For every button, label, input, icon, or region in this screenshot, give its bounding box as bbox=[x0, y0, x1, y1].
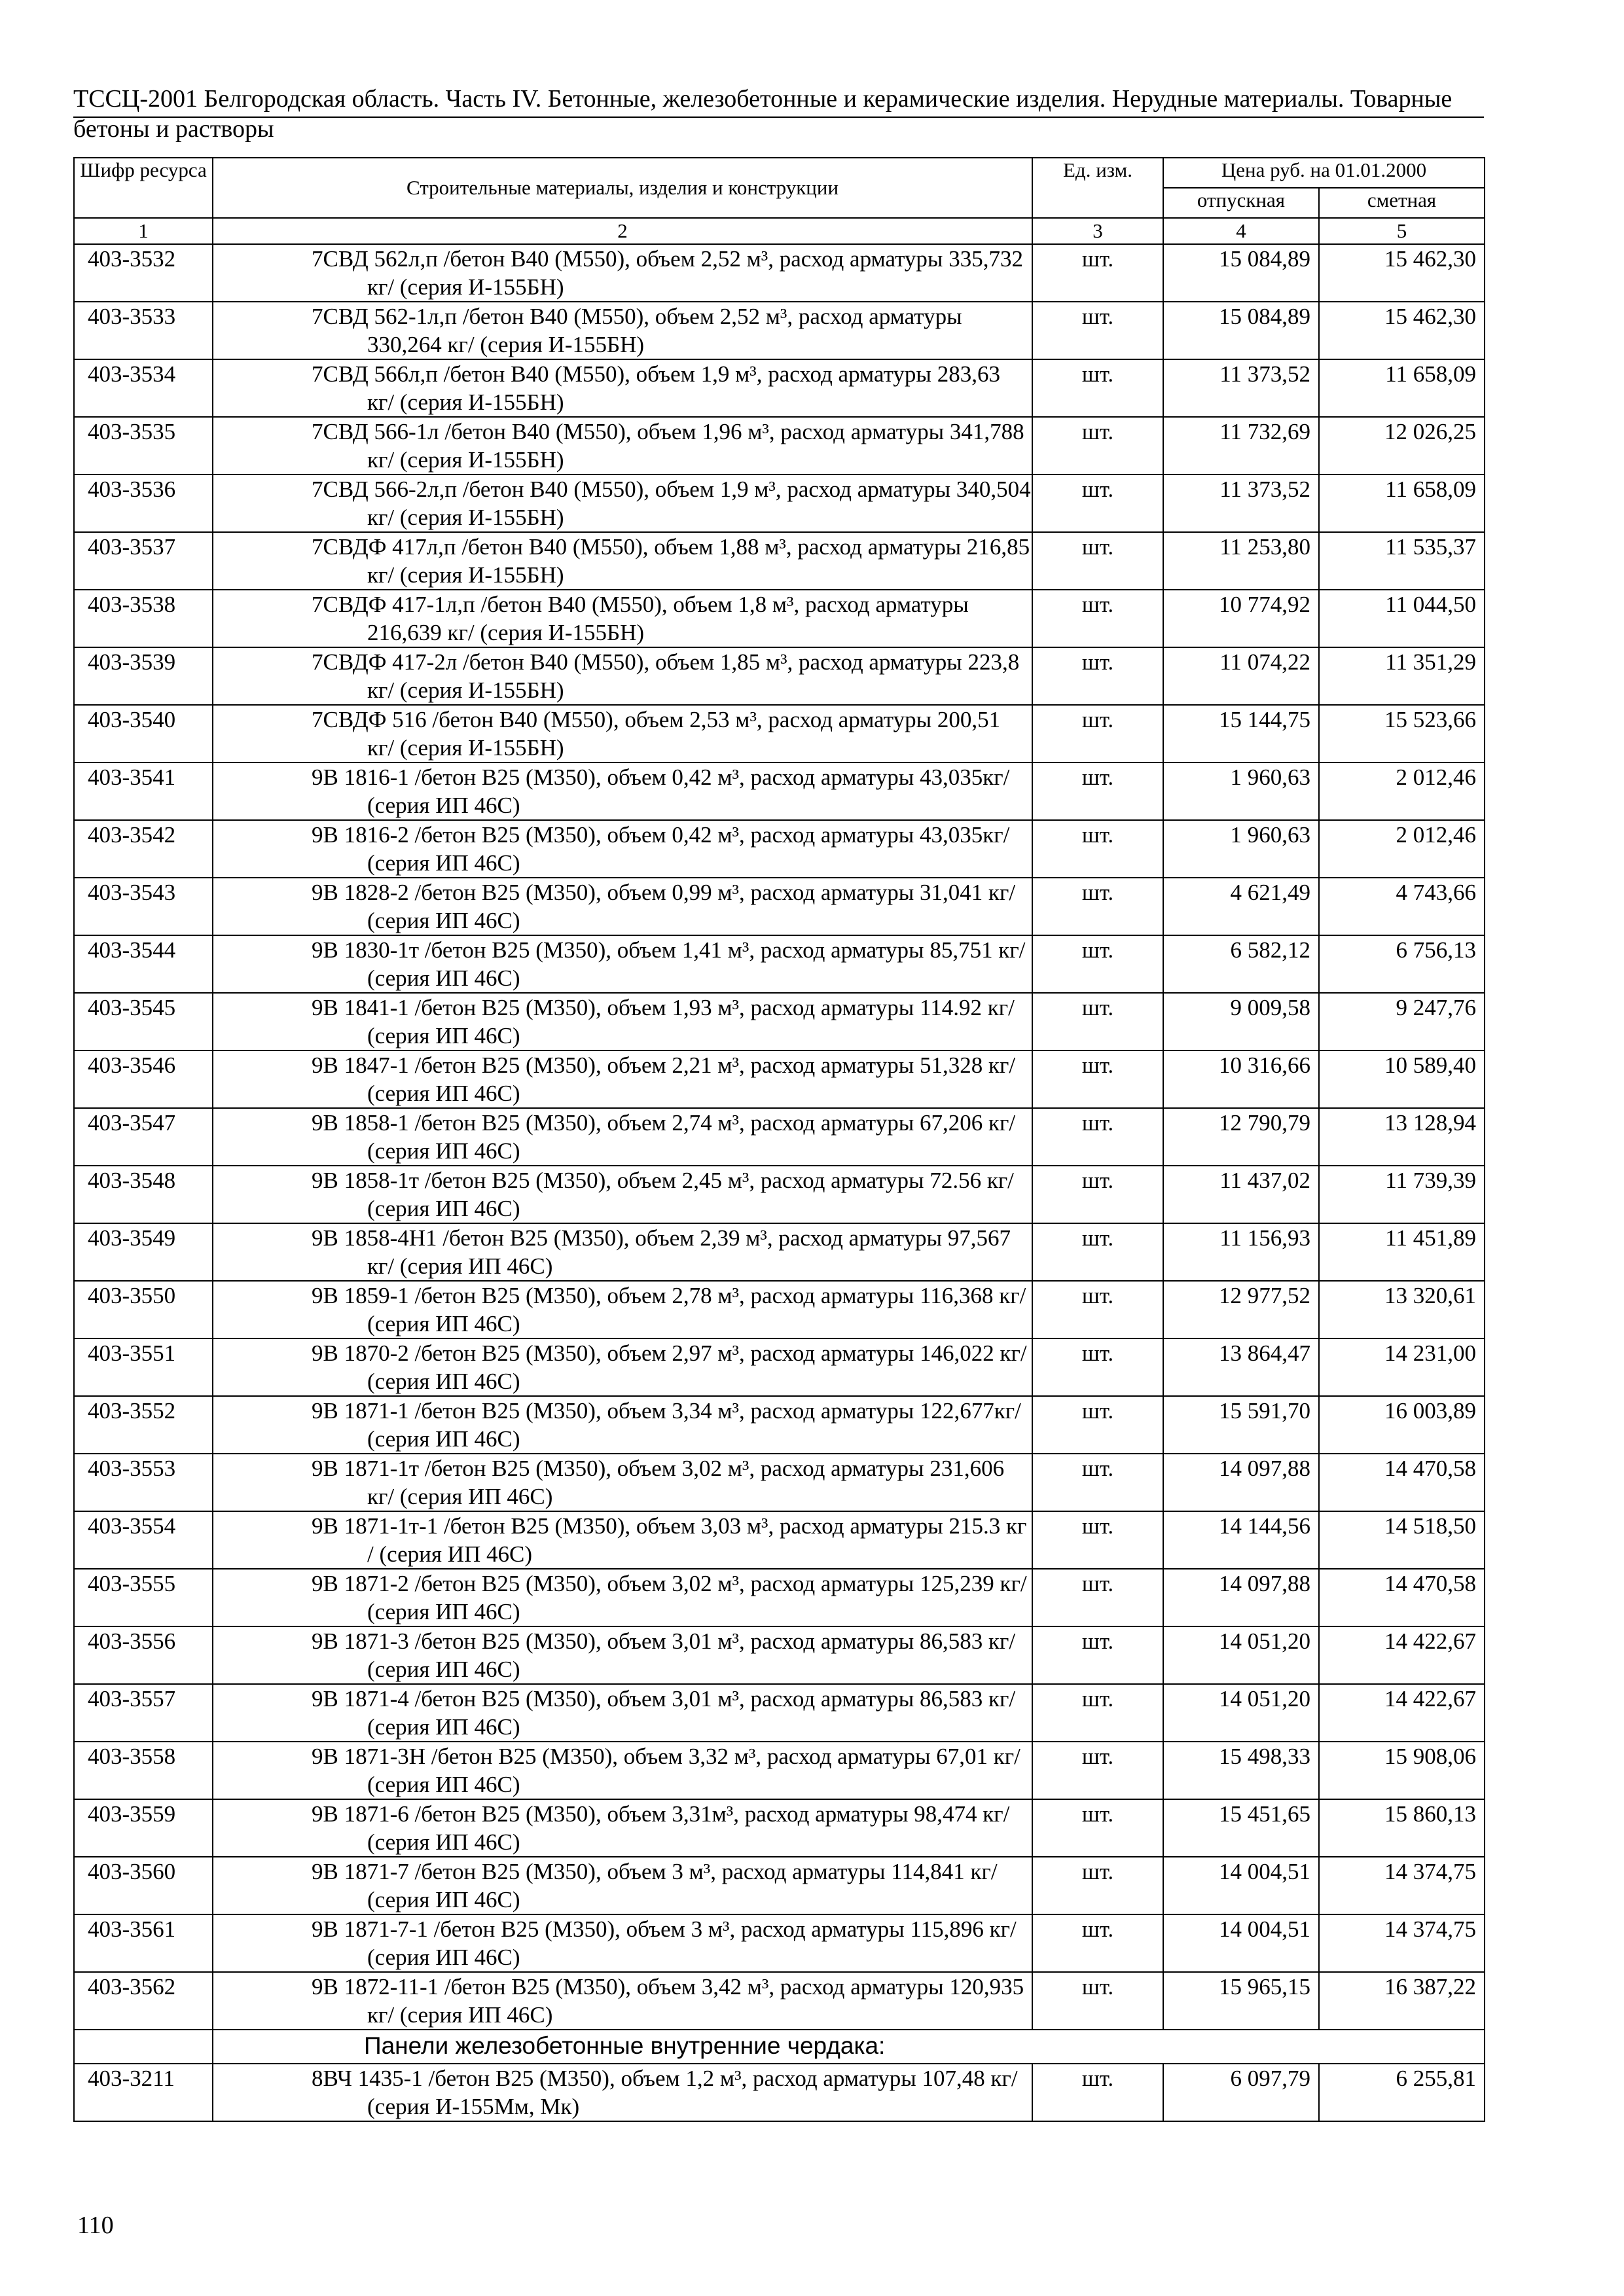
material-description: 7СВД 566л,п /бетон В40 (М550), объем 1,9 м³, расход арматуры 283,63 кг/ (серия И-155БН) bbox=[213, 359, 1032, 417]
material-description: 9В 1870-2 /бетон В25 (М350), объем 2,97 м³, расход арматуры 146,022 кг/ (серия ИП 46С) bbox=[213, 1338, 1032, 1396]
price-estimate: 10 589,40 bbox=[1319, 1050, 1485, 1108]
price-release: 1 960,63 bbox=[1163, 820, 1319, 878]
unit-of-measure: шт. bbox=[1032, 1857, 1163, 1914]
price-release: 1 960,63 bbox=[1163, 762, 1319, 820]
price-release: 14 051,20 bbox=[1163, 1626, 1319, 1684]
resource-code: 403-3559 bbox=[74, 1799, 213, 1857]
unit-of-measure: шт. bbox=[1032, 647, 1163, 705]
unit-of-measure: шт. bbox=[1032, 1914, 1163, 1972]
unit-of-measure: шт. bbox=[1032, 475, 1163, 532]
unit-of-measure: шт. bbox=[1032, 878, 1163, 935]
price-release: 9 009,58 bbox=[1163, 993, 1319, 1050]
price-release: 11 437,02 bbox=[1163, 1166, 1319, 1223]
section-title: Панели железобетонные внутренние чердака: bbox=[213, 2030, 1485, 2064]
material-description: 8ВЧ 1435-1 /бетон В25 (М350), объем 1,2 м³, расход арматуры 107,48 кг/ (серия И-155Мм, Мк) bbox=[213, 2064, 1032, 2121]
resource-code: 403-3546 bbox=[74, 1050, 213, 1108]
price-release: 6 097,79 bbox=[1163, 2064, 1319, 2121]
table-row bbox=[74, 1799, 1485, 1857]
price-estimate: 11 535,37 bbox=[1319, 532, 1485, 590]
price-release: 12 977,52 bbox=[1163, 1281, 1319, 1338]
resource-code: 403-3535 bbox=[74, 417, 213, 475]
price-estimate: 15 523,66 bbox=[1319, 705, 1485, 762]
price-estimate: 14 422,67 bbox=[1319, 1684, 1485, 1742]
price-release: 15 451,65 bbox=[1163, 1799, 1319, 1857]
material-description: 7СВДФ 417-1л,п /бетон В40 (М550), объем 1,8 м³, расход арматуры 216,639 кг/ (серия И-155БН) bbox=[213, 590, 1032, 647]
table-row bbox=[74, 532, 1485, 590]
table-row bbox=[74, 1972, 1485, 2030]
table-row bbox=[74, 1857, 1485, 1914]
header-rule bbox=[73, 117, 1484, 118]
table-row bbox=[74, 475, 1485, 532]
unit-of-measure: шт. bbox=[1032, 302, 1163, 359]
page-header: ТССЦ-2001 Белгородская область. Часть IV. Бетонные, железобетонные и керамические изделия. Нерудные материалы. Товарные бетоны и растворы bbox=[73, 85, 1453, 143]
unit-of-measure: шт. bbox=[1032, 244, 1163, 302]
price-estimate: 11 658,09 bbox=[1319, 359, 1485, 417]
table-row bbox=[74, 1742, 1485, 1799]
table-row bbox=[74, 302, 1485, 359]
price-release: 11 156,93 bbox=[1163, 1223, 1319, 1281]
price-estimate: 15 860,13 bbox=[1319, 1799, 1485, 1857]
column-number-row bbox=[74, 218, 1485, 244]
unit-of-measure: шт. bbox=[1032, 705, 1163, 762]
table-row bbox=[74, 1684, 1485, 1742]
unit-of-measure: шт. bbox=[1032, 1166, 1163, 1223]
table-row bbox=[74, 1454, 1485, 1511]
material-description: 9В 1858-4Н1 /бетон В25 (М350), объем 2,39 м³, расход арматуры 97,567 кг/ (серия ИП 46С) bbox=[213, 1223, 1032, 1281]
price-release: 6 582,12 bbox=[1163, 935, 1319, 993]
unit-of-measure: шт. bbox=[1032, 1972, 1163, 2030]
resource-code: 403-3547 bbox=[74, 1108, 213, 1166]
resource-code: 403-3558 bbox=[74, 1742, 213, 1799]
table-row bbox=[74, 2064, 1485, 2121]
price-release: 14 004,51 bbox=[1163, 1857, 1319, 1914]
resource-code: 403-3555 bbox=[74, 1569, 213, 1626]
column-header-price-release: отпускная bbox=[1163, 188, 1319, 218]
resource-code: 403-3544 bbox=[74, 935, 213, 993]
resource-code: 403-3539 bbox=[74, 647, 213, 705]
price-release: 14 004,51 bbox=[1163, 1914, 1319, 1972]
column-header-price-estimate: сметная bbox=[1319, 188, 1485, 218]
resource-code: 403-3211 bbox=[74, 2064, 213, 2121]
resource-code: 403-3549 bbox=[74, 1223, 213, 1281]
price-estimate: 11 044,50 bbox=[1319, 590, 1485, 647]
material-description: 7СВД 562-1л,п /бетон В40 (М550), объем 2,52 м³, расход арматуры 330,264 кг/ (серия И-155БН) bbox=[213, 302, 1032, 359]
unit-of-measure: шт. bbox=[1032, 1281, 1163, 1338]
unit-of-measure: шт. bbox=[1032, 1626, 1163, 1684]
table-row bbox=[74, 244, 1485, 302]
table-row bbox=[74, 590, 1485, 647]
material-description: 9В 1816-1 /бетон В25 (М350), объем 0,42 м³, расход арматуры 43,035кг/ (серия ИП 46С) bbox=[213, 762, 1032, 820]
column-number: 1 bbox=[74, 218, 213, 244]
price-estimate: 14 470,58 bbox=[1319, 1454, 1485, 1511]
unit-of-measure: шт. bbox=[1032, 1223, 1163, 1281]
table-row bbox=[74, 993, 1485, 1050]
table-row bbox=[74, 1626, 1485, 1684]
price-estimate: 2 012,46 bbox=[1319, 762, 1485, 820]
unit-of-measure: шт. bbox=[1032, 1511, 1163, 1569]
price-release: 15 965,15 bbox=[1163, 1972, 1319, 2030]
price-release: 11 373,52 bbox=[1163, 475, 1319, 532]
material-description: 7СВД 562л,п /бетон В40 (М550), объем 2,52 м³, расход арматуры 335,732 кг/ (серия И-155БН) bbox=[213, 244, 1032, 302]
table-row bbox=[74, 1108, 1485, 1166]
resource-code: 403-3552 bbox=[74, 1396, 213, 1454]
price-estimate: 14 518,50 bbox=[1319, 1511, 1485, 1569]
unit-of-measure: шт. bbox=[1032, 762, 1163, 820]
resource-code: 403-3561 bbox=[74, 1914, 213, 1972]
material-description: 9В 1871-1т-1 /бетон В25 (М350), объем 3,03 м³, расход арматуры 215.3 кг / (серия ИП 46С) bbox=[213, 1511, 1032, 1569]
price-release: 14 144,56 bbox=[1163, 1511, 1319, 1569]
unit-of-measure: шт. bbox=[1032, 993, 1163, 1050]
price-release: 15 084,89 bbox=[1163, 244, 1319, 302]
section-body bbox=[74, 2030, 1485, 2121]
resource-code: 403-3557 bbox=[74, 1684, 213, 1742]
column-number: 2 bbox=[213, 218, 1032, 244]
material-description: 7СВДФ 417-2л /бетон В40 (М550), объем 1,85 м³, расход арматуры 223,8 кг/ (серия И-155БН) bbox=[213, 647, 1032, 705]
price-release: 4 621,49 bbox=[1163, 878, 1319, 935]
material-description: 9В 1871-7-1 /бетон В25 (М350), объем 3 м³, расход арматуры 115,896 кг/ (серия ИП 46С) bbox=[213, 1914, 1032, 1972]
table-row bbox=[74, 417, 1485, 475]
unit-of-measure: шт. bbox=[1032, 532, 1163, 590]
price-release: 15 084,89 bbox=[1163, 302, 1319, 359]
price-release: 11 732,69 bbox=[1163, 417, 1319, 475]
material-description: 7СВДФ 516 /бетон В40 (М550), объем 2,53 м³, расход арматуры 200,51 кг/ (серия И-155БН) bbox=[213, 705, 1032, 762]
resource-code: 403-3543 bbox=[74, 878, 213, 935]
table-row bbox=[74, 1511, 1485, 1569]
price-release: 15 591,70 bbox=[1163, 1396, 1319, 1454]
price-estimate: 15 908,06 bbox=[1319, 1742, 1485, 1799]
table-body bbox=[74, 244, 1485, 2030]
table-row bbox=[74, 1914, 1485, 1972]
material-description: 9В 1871-1т /бетон В25 (М350), объем 3,02 м³, расход арматуры 231,606 кг/ (серия ИП 46С) bbox=[213, 1454, 1032, 1511]
material-description: 9В 1871-6 /бетон В25 (М350), объем 3,31м³, расход арматуры 98,474 кг/ (серия ИП 46С) bbox=[213, 1799, 1032, 1857]
price-estimate: 16 003,89 bbox=[1319, 1396, 1485, 1454]
price-estimate: 11 351,29 bbox=[1319, 647, 1485, 705]
material-description: 9В 1871-1 /бетон В25 (М350), объем 3,34 м³, расход арматуры 122,677кг/ (серия ИП 46С) bbox=[213, 1396, 1032, 1454]
table-row bbox=[74, 1223, 1485, 1281]
price-estimate: 6 255,81 bbox=[1319, 2064, 1485, 2121]
price-release: 14 051,20 bbox=[1163, 1684, 1319, 1742]
price-release: 14 097,88 bbox=[1163, 1569, 1319, 1626]
material-description: 9В 1841-1 /бетон В25 (М350), объем 1,93 м³, расход арматуры 114.92 кг/ (серия ИП 46С) bbox=[213, 993, 1032, 1050]
table-row bbox=[74, 820, 1485, 878]
column-number: 5 bbox=[1319, 218, 1485, 244]
resource-code: 403-3536 bbox=[74, 475, 213, 532]
resource-code: 403-3533 bbox=[74, 302, 213, 359]
table-row bbox=[74, 935, 1485, 993]
material-description: 9В 1859-1 /бетон В25 (М350), объем 2,78 м³, расход арматуры 116,368 кг/ (серия ИП 46С) bbox=[213, 1281, 1032, 1338]
table-row bbox=[74, 1050, 1485, 1108]
unit-of-measure: шт. bbox=[1032, 1569, 1163, 1626]
price-estimate: 11 739,39 bbox=[1319, 1166, 1485, 1223]
column-number: 4 bbox=[1163, 218, 1319, 244]
table-row bbox=[74, 1396, 1485, 1454]
resource-code: 403-3541 bbox=[74, 762, 213, 820]
unit-of-measure: шт. bbox=[1032, 1684, 1163, 1742]
unit-of-measure: шт. bbox=[1032, 1050, 1163, 1108]
material-description: 9В 1828-2 /бетон В25 (М350), объем 0,99 м³, расход арматуры 31,041 кг/ (серия ИП 46С) bbox=[213, 878, 1032, 935]
price-estimate: 6 756,13 bbox=[1319, 935, 1485, 993]
unit-of-measure: шт. bbox=[1032, 2064, 1163, 2121]
material-description: 9В 1847-1 /бетон В25 (М350), объем 2,21 м³, расход арматуры 51,328 кг/ (серия ИП 46С) bbox=[213, 1050, 1032, 1108]
material-description: 9В 1858-1т /бетон В25 (М350), объем 2,45 м³, расход арматуры 72.56 кг/ (серия ИП 46С) bbox=[213, 1166, 1032, 1223]
price-estimate: 9 247,76 bbox=[1319, 993, 1485, 1050]
unit-of-measure: шт. bbox=[1032, 417, 1163, 475]
material-description: 9В 1871-3 /бетон В25 (М350), объем 3,01 м³, расход арматуры 86,583 кг/ (серия ИП 46С) bbox=[213, 1626, 1032, 1684]
table-row bbox=[74, 1338, 1485, 1396]
price-estimate: 13 128,94 bbox=[1319, 1108, 1485, 1166]
column-header-unit: Ед. изм. bbox=[1032, 158, 1163, 218]
resource-code: 403-3537 bbox=[74, 532, 213, 590]
column-header-description: Строительные материалы, изделия и конструкции bbox=[213, 158, 1032, 218]
material-description: 9В 1871-3Н /бетон В25 (М350), объем 3,32 м³, расход арматуры 67,01 кг/ (серия ИП 46С) bbox=[213, 1742, 1032, 1799]
column-header-code: Шифр ресурса bbox=[74, 158, 213, 218]
price-release: 12 790,79 bbox=[1163, 1108, 1319, 1166]
price-release: 15 498,33 bbox=[1163, 1742, 1319, 1799]
price-release: 14 097,88 bbox=[1163, 1454, 1319, 1511]
unit-of-measure: шт. bbox=[1032, 359, 1163, 417]
price-estimate: 14 231,00 bbox=[1319, 1338, 1485, 1396]
unit-of-measure: шт. bbox=[1032, 935, 1163, 993]
table-row bbox=[74, 647, 1485, 705]
material-description: 7СВДФ 417л,п /бетон В40 (М550), объем 1,88 м³, расход арматуры 216,85 кг/ (серия И-155БН) bbox=[213, 532, 1032, 590]
column-number: 3 bbox=[1032, 218, 1163, 244]
unit-of-measure: шт. bbox=[1032, 820, 1163, 878]
table-row bbox=[74, 878, 1485, 935]
price-estimate: 15 462,30 bbox=[1319, 244, 1485, 302]
table-row bbox=[74, 1569, 1485, 1626]
material-description: 9В 1871-7 /бетон В25 (М350), объем 3 м³, расход арматуры 114,841 кг/ (серия ИП 46С) bbox=[213, 1857, 1032, 1914]
material-description: 9В 1872-11-1 /бетон В25 (М350), объем 3,42 м³, расход арматуры 120,935 кг/ (серия ИП 46С) bbox=[213, 1972, 1032, 2030]
resource-code: 403-3532 bbox=[74, 244, 213, 302]
price-estimate: 14 470,58 bbox=[1319, 1569, 1485, 1626]
material-description: 7СВД 566-2л,п /бетон В40 (М550), объем 1,9 м³, расход арматуры 340,504 кг/ (серия И-155БН) bbox=[213, 475, 1032, 532]
price-estimate: 2 012,46 bbox=[1319, 820, 1485, 878]
price-release: 15 144,75 bbox=[1163, 705, 1319, 762]
resource-code: 403-3562 bbox=[74, 1972, 213, 2030]
unit-of-measure: шт. bbox=[1032, 1454, 1163, 1511]
material-description: 9В 1871-4 /бетон В25 (М350), объем 3,01 м³, расход арматуры 86,583 кг/ (серия ИП 46С) bbox=[213, 1684, 1032, 1742]
resource-code: 403-3556 bbox=[74, 1626, 213, 1684]
section-header-row bbox=[74, 2030, 1485, 2064]
column-header-price-group: Цена руб. на 01.01.2000 bbox=[1163, 158, 1485, 188]
resource-code: 403-3550 bbox=[74, 1281, 213, 1338]
resource-code: 403-3551 bbox=[74, 1338, 213, 1396]
resource-code: 403-3534 bbox=[74, 359, 213, 417]
price-release: 11 373,52 bbox=[1163, 359, 1319, 417]
price-estimate: 11 658,09 bbox=[1319, 475, 1485, 532]
price-release: 11 074,22 bbox=[1163, 647, 1319, 705]
unit-of-measure: шт. bbox=[1032, 590, 1163, 647]
material-description: 9В 1871-2 /бетон В25 (М350), объем 3,02 м³, расход арматуры 125,239 кг/ (серия ИП 46С) bbox=[213, 1569, 1032, 1626]
price-table bbox=[73, 157, 1485, 2122]
unit-of-measure: шт. bbox=[1032, 1338, 1163, 1396]
unit-of-measure: шт. bbox=[1032, 1799, 1163, 1857]
resource-code: 403-3542 bbox=[74, 820, 213, 878]
unit-of-measure: шт. bbox=[1032, 1108, 1163, 1166]
price-estimate: 11 451,89 bbox=[1319, 1223, 1485, 1281]
material-description: 9В 1816-2 /бетон В25 (М350), объем 0,42 м³, расход арматуры 43,035кг/ (серия ИП 46С) bbox=[213, 820, 1032, 878]
price-estimate: 14 374,75 bbox=[1319, 1914, 1485, 1972]
price-estimate: 4 743,66 bbox=[1319, 878, 1485, 935]
resource-code: 403-3540 bbox=[74, 705, 213, 762]
resource-code: 403-3560 bbox=[74, 1857, 213, 1914]
page-number: 110 bbox=[77, 2212, 114, 2239]
material-description: 7СВД 566-1л /бетон В40 (М550), объем 1,96 м³, расход арматуры 341,788 кг/ (серия И-155БН) bbox=[213, 417, 1032, 475]
price-estimate: 16 387,22 bbox=[1319, 1972, 1485, 2030]
resource-code: 403-3548 bbox=[74, 1166, 213, 1223]
table-row bbox=[74, 762, 1485, 820]
resource-code: 403-3553 bbox=[74, 1454, 213, 1511]
price-estimate: 14 422,67 bbox=[1319, 1626, 1485, 1684]
unit-of-measure: шт. bbox=[1032, 1742, 1163, 1799]
price-estimate: 12 026,25 bbox=[1319, 417, 1485, 475]
resource-code: 403-3545 bbox=[74, 993, 213, 1050]
table-row bbox=[74, 1166, 1485, 1223]
table-row bbox=[74, 705, 1485, 762]
price-release: 13 864,47 bbox=[1163, 1338, 1319, 1396]
table-row bbox=[74, 359, 1485, 417]
material-description: 9В 1830-1т /бетон В25 (М350), объем 1,41 м³, расход арматуры 85,751 кг/ (серия ИП 46С) bbox=[213, 935, 1032, 993]
price-estimate: 15 462,30 bbox=[1319, 302, 1485, 359]
table-row bbox=[74, 1281, 1485, 1338]
price-release: 11 253,80 bbox=[1163, 532, 1319, 590]
price-release: 10 316,66 bbox=[1163, 1050, 1319, 1108]
resource-code: 403-3538 bbox=[74, 590, 213, 647]
material-description: 9В 1858-1 /бетон В25 (М350), объем 2,74 м³, расход арматуры 67,206 кг/ (серия ИП 46С) bbox=[213, 1108, 1032, 1166]
resource-code: 403-3554 bbox=[74, 1511, 213, 1569]
unit-of-measure: шт. bbox=[1032, 1396, 1163, 1454]
price-release: 10 774,92 bbox=[1163, 590, 1319, 647]
price-estimate: 14 374,75 bbox=[1319, 1857, 1485, 1914]
price-estimate: 13 320,61 bbox=[1319, 1281, 1485, 1338]
